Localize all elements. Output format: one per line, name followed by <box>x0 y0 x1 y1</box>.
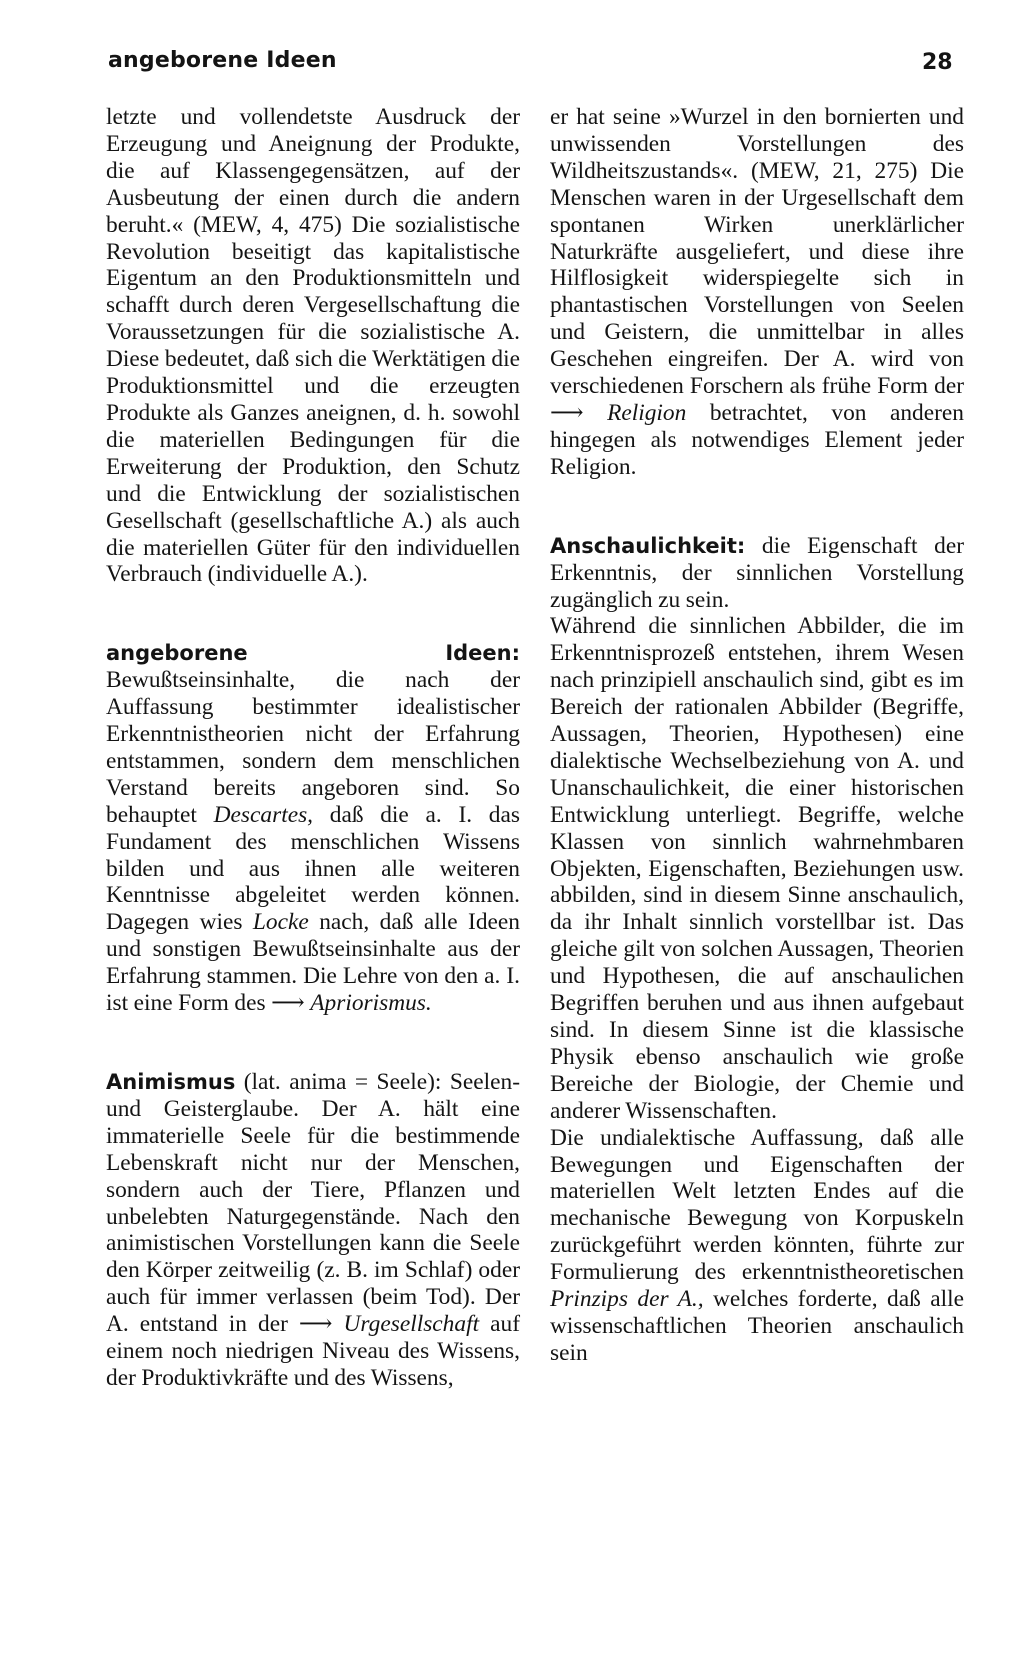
page-number: 28 <box>922 50 953 75</box>
animismus-continuation: er hat seine »Wurzel in den bornierten und unwissenden Vorstellungen des Wildheitszustands«. (MEW, 21, 275) Die Menschen waren in der Urgesellschaft dem spontanen Wirken unerklärlicher Naturkräfte ausgeliefert, und diese ihre Hilflosigkeit widerspiegelte sich in phantastischen Vorstellungen von Seelen und Geistern, die unmittelbar in alles Geschehen eingreifen. Der A. wird von verschiedenen Forschern als frühe Form der ⟶ Religion betrachtet, von anderen hingegen als notwendiges Element jeder Religion. <box>550 104 964 480</box>
entry-anschaulichkeit: Anschaulichkeit: die Eigenschaft der Erkenntnis, der sinnlichen Vorstellung zugänglich zu sein. <box>550 532 964 613</box>
entry-headword: Animismus <box>106 1070 236 1094</box>
crossref-urgesellschaft: Urgesellschaft <box>343 1311 480 1338</box>
arrow-icon: ⟶ <box>271 990 305 1017</box>
crossref-descartes: Descartes, <box>213 801 314 828</box>
anschaulichkeit-paragraph-3: Die undialektische Auffassung, daß alle Bewegungen und Eigenschaften der materiellen Welt letzten Endes auf die mechanische Bewegung von Korpuskeln zurückgeführt werden könnten, führte zur Formulierung des erkenntnistheoretischen Prinzips der A., welches forderte, daß alle wissenschaftlichen Theorien anschaulich sein <box>550 1124 964 1366</box>
right-column <box>550 104 964 1367</box>
crossref-apriorismus: Apriorismus. <box>310 990 432 1017</box>
anschaulichkeit-paragraph-2: Während die sinnlichen Abbilder, die im Erkenntnisprozeß entstehen, ihrem Wesen nach prinzipiell anschaulich sind, gibt es im Bereich der rationalen Abbilder (Begriffe, Aussagen, Theorien, Hypothesen) eine dialektische Wechselbeziehung von A. und Unanschaulichkeit, die einer historischen Entwicklung unterliegt. Begriffe, welche Klassen von sinnlich wahrnehmbaren Objekten, Eigenschaften, Beziehungen usw. abbilden, sind in diesem Sinne anschaulich, da ihr Inhalt sinnlich vorstellbar ist. Das gleiche gilt von solchen Aussagen, Theorien und Hypothesen, die auf anschaulichen Begriffen beruhen und aus ihnen aufgebaut sind. In diesem Sinne ist die klassische Physik ebenso anschaulich wie große Bereiche der Biologie, der Chemie und anderer Wissenschaften. <box>550 613 964 1124</box>
arrow-icon: ⟶ <box>550 399 584 426</box>
running-head: angeborene Ideen <box>108 48 337 73</box>
entry-animismus: Animismus (lat. anima = Seele): Seelen- und Geisterglaube. Der A. hält eine immaterielle Seele für die bestimmende Lebenskraft nicht nur der Menschen, sondern auch der Tiere, Pflanzen und unbelebten Naturgegenstände. Nach den animistischen Vorstellungen kann die Seele den Körper zeitweilig (z. B. im Schlaf) oder auch für immer verlassen (beim Tod). Der A. entstand in der ⟶ Urgesellschaft auf einem noch niedrigen Niveau des Wissens, der Produktivkräfte und des Wissens, <box>106 1069 520 1391</box>
arrow-icon: ⟶ <box>298 1311 333 1338</box>
continued-paragraph: letzte und vollendetste Ausdruck der Erzeugung und Aneignung der Produkte, die auf Klassengegensätzen, auf der Ausbeutung der einen durch die andern beruht.« (MEW, 4, 475) Die sozialistische Revolution beseitigt das kapitalistische Eigentum an den Produktionsmitteln und schafft durch deren Vergesellschaftung die Voraussetzungen für die sozialistische A. Diese bedeutet, daß sich die Werktätigen die Produktionsmittel und die erzeugten Produkte als Ganzes aneignen, d. h. sowohl die materiellen Bedingungen für die Erweiterung der Produktion, den Schutz und die Entwicklung der sozialistischen Gesellschaft (gesellschaftliche A.) als auch die materiellen Güter für den individuellen Verbrauch (individuelle A.). <box>106 104 520 588</box>
left-column <box>106 104 520 1392</box>
entry-headword: angeborene Ideen: <box>106 641 520 666</box>
entry-angeborene-ideen: angeborene Ideen: Bewußtseinsinhalte, die nach der Auffassung bestimmter idealistischer Erkenntnistheorien nicht der Erfahrung entstammen, sondern dem menschlichen Verstand bereits angeboren sind. So behauptet Descartes, daß die a. I. das Fundament des menschlichen Wissens bilden und aus ihnen alle weiteren Kenntnisse abgeleitet werden können. Dagegen wies Locke nach, daß alle Ideen und sonstigen Bewußtseinsinhalte aus der Erfahrung stammen. Die Lehre von den a. I. ist eine Form des ⟶ Apriorismus. <box>106 641 520 1017</box>
entry-headword: Anschaulichkeit: <box>550 533 746 558</box>
crossref-locke: Locke <box>252 909 309 936</box>
crossref-prinzip: Prinzips der A., <box>550 1286 704 1313</box>
crossref-religion: Religion <box>607 399 687 426</box>
